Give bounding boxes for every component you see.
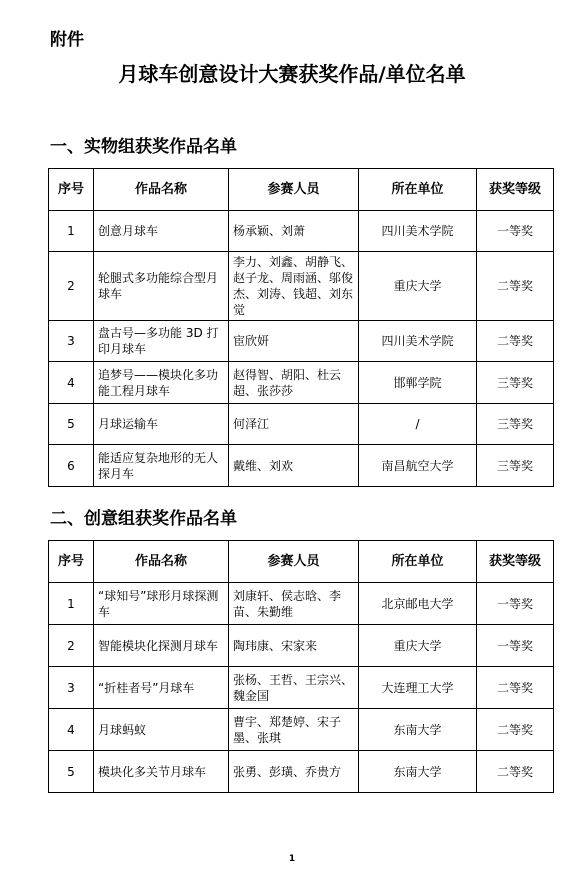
row-award-level: 三等奖 [477, 445, 554, 487]
header-work-name: 作品名称 [94, 541, 229, 583]
row-no: 1 [49, 211, 94, 252]
row-no: 3 [49, 667, 94, 709]
row-award-level: 一等奖 [477, 211, 554, 252]
row-no: 6 [49, 445, 94, 487]
row-no: 1 [49, 583, 94, 625]
table-header-row [49, 169, 554, 211]
header-no: 序号 [49, 169, 94, 211]
table-row [49, 445, 554, 487]
row-members: 张杨、王哲、王宗兴、魏金国 [229, 667, 359, 709]
row-award-level: 二等奖 [477, 751, 554, 793]
row-no: 2 [49, 625, 94, 667]
table-row [49, 252, 554, 321]
row-work-name: 追梦号——模块化多功能工程月球车 [94, 362, 229, 404]
row-unit: 南昌航空大学 [359, 445, 477, 487]
row-members: 张勇、彭璜、乔贵方 [229, 751, 359, 793]
row-award-level: 一等奖 [477, 625, 554, 667]
row-no: 4 [49, 709, 94, 751]
table-row [49, 211, 554, 252]
row-no: 3 [49, 321, 94, 362]
table-row [49, 362, 554, 404]
header-award-level: 获奖等级 [477, 541, 554, 583]
header-unit: 所在单位 [359, 541, 477, 583]
row-work-name: 盘古号—多功能 3D 打印月球车 [94, 321, 229, 362]
table-row [49, 709, 554, 751]
row-work-name: 模块化多关节月球车 [94, 751, 229, 793]
header-members: 参赛人员 [229, 169, 359, 211]
row-members: 刘康轩、侯志晗、李苗、朱勤维 [229, 583, 359, 625]
header-no: 序号 [49, 541, 94, 583]
row-no: 2 [49, 252, 94, 321]
table-row [49, 751, 554, 793]
table-row [49, 404, 554, 445]
row-award-level: 三等奖 [477, 404, 554, 445]
header-work-name: 作品名称 [94, 169, 229, 211]
row-unit: 邯郸学院 [359, 362, 477, 404]
row-work-name: “折桂者号”月球车 [94, 667, 229, 709]
section-heading-creative: 二、创意组获奖作品名单 [50, 509, 237, 529]
document-title: 月球车创意设计大赛获奖作品/单位名单 [118, 62, 466, 86]
page-number: 1 [288, 854, 296, 864]
table-row [49, 625, 554, 667]
row-members: 李力、刘鑫、胡静飞、赵子龙、周雨涵、邬俊杰、刘涛、钱超、刘东觉 [229, 252, 359, 321]
row-work-name: 创意月球车 [94, 211, 229, 252]
row-members: 戴维、刘欢 [229, 445, 359, 487]
row-members: 曹宇、郑楚婷、宋子墨、张琪 [229, 709, 359, 751]
table-row [49, 321, 554, 362]
row-unit: 东南大学 [359, 709, 477, 751]
row-unit: 重庆大学 [359, 252, 477, 321]
row-award-level: 一等奖 [477, 583, 554, 625]
row-work-name: 能适应复杂地形的无人探月车 [94, 445, 229, 487]
row-work-name: 月球蚂蚁 [94, 709, 229, 751]
row-award-level: 二等奖 [477, 321, 554, 362]
row-unit: 大连理工大学 [359, 667, 477, 709]
row-no: 5 [49, 751, 94, 793]
row-members: 赵得智、胡阳、杜云超、张莎莎 [229, 362, 359, 404]
row-members: 何泽江 [229, 404, 359, 445]
row-unit: 重庆大学 [359, 625, 477, 667]
row-work-name: 轮腿式多功能综合型月球车 [94, 252, 229, 321]
row-award-level: 二等奖 [477, 667, 554, 709]
header-members: 参赛人员 [229, 541, 359, 583]
row-award-level: 三等奖 [477, 362, 554, 404]
table-row [49, 583, 554, 625]
section-heading-physical: 一、实物组获奖作品名单 [50, 137, 237, 157]
row-unit: 四川美术学院 [359, 211, 477, 252]
creative-award-table [48, 540, 554, 793]
header-award-level: 获奖等级 [477, 169, 554, 211]
header-unit: 所在单位 [359, 169, 477, 211]
row-no: 4 [49, 362, 94, 404]
physical-award-table [48, 168, 554, 487]
row-award-level: 二等奖 [477, 709, 554, 751]
row-unit: 北京邮电大学 [359, 583, 477, 625]
row-award-level: 二等奖 [477, 252, 554, 321]
row-unit: / [359, 404, 477, 445]
table-header-row [49, 541, 554, 583]
attachment-label: 附件 [50, 30, 84, 50]
row-members: 杨承颖、刘萧 [229, 211, 359, 252]
row-unit: 东南大学 [359, 751, 477, 793]
row-no: 5 [49, 404, 94, 445]
row-unit: 四川美术学院 [359, 321, 477, 362]
row-members: 陶玮康、宋家来 [229, 625, 359, 667]
row-work-name: “球知号”球形月球探测车 [94, 583, 229, 625]
row-work-name: 智能模块化探测月球车 [94, 625, 229, 667]
row-work-name: 月球运输车 [94, 404, 229, 445]
table-row [49, 667, 554, 709]
row-members: 宦欣妍 [229, 321, 359, 362]
